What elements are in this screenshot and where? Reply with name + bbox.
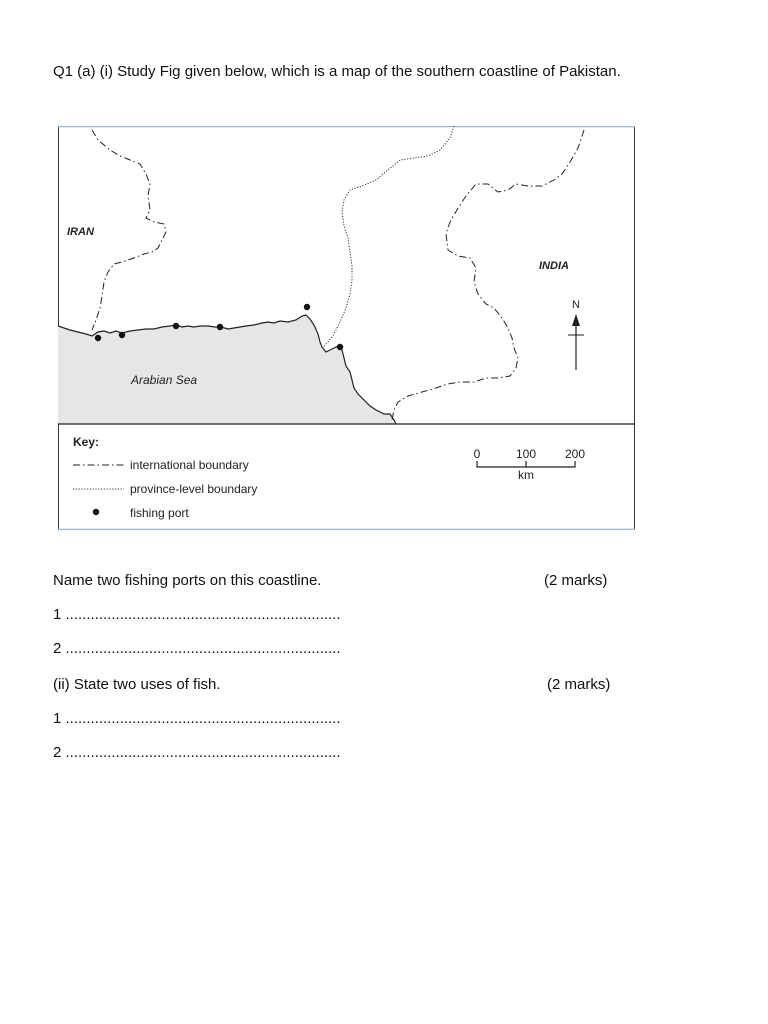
scale-tick-0: 0	[473, 447, 481, 461]
map-label-arabian-sea: Arabian Sea	[131, 373, 198, 387]
part-i-answer-1[interactable]: 1 ..................................................................	[53, 606, 341, 623]
scale-tick-100: 100	[515, 447, 537, 461]
part-ii-answer-2[interactable]: 2 ..................................................................	[53, 744, 341, 761]
part-i-marks: (2 marks)	[544, 572, 608, 589]
fishing-port	[304, 304, 310, 310]
key-label-province: province-level boundary	[130, 482, 258, 496]
key-label-port: fishing port	[130, 506, 189, 520]
scale-tick-200: 200	[564, 447, 586, 461]
part-ii-answer-1[interactable]: 1 ..................................................................	[53, 710, 341, 727]
key-heading: Key:	[73, 435, 100, 449]
key-symbol-port	[93, 509, 99, 515]
fishing-port	[337, 344, 343, 350]
fishing-port	[217, 324, 223, 330]
scale-unit: km	[518, 468, 534, 482]
coastline-map-figure	[58, 126, 635, 530]
fishing-port	[119, 332, 125, 338]
fishing-port	[95, 335, 101, 341]
part-i-prompt: Name two fishing ports on this coastline.	[53, 572, 322, 589]
map-label-iran: IRAN	[67, 226, 94, 238]
north-label: N	[572, 299, 580, 311]
part-ii-prompt: (ii) State two uses of fish.	[53, 676, 221, 693]
coastline-map	[58, 126, 635, 530]
part-i-answer-2[interactable]: 2 ..................................................................	[53, 640, 341, 657]
question-title: Q1 (a) (i) Study Fig given below, which is a map of the southern coastline of Pakistan.	[53, 63, 621, 80]
fishing-port	[173, 323, 179, 329]
map-label-india: INDIA	[539, 260, 569, 272]
key-label-international: international boundary	[130, 458, 249, 472]
part-ii-marks: (2 marks)	[547, 676, 611, 693]
